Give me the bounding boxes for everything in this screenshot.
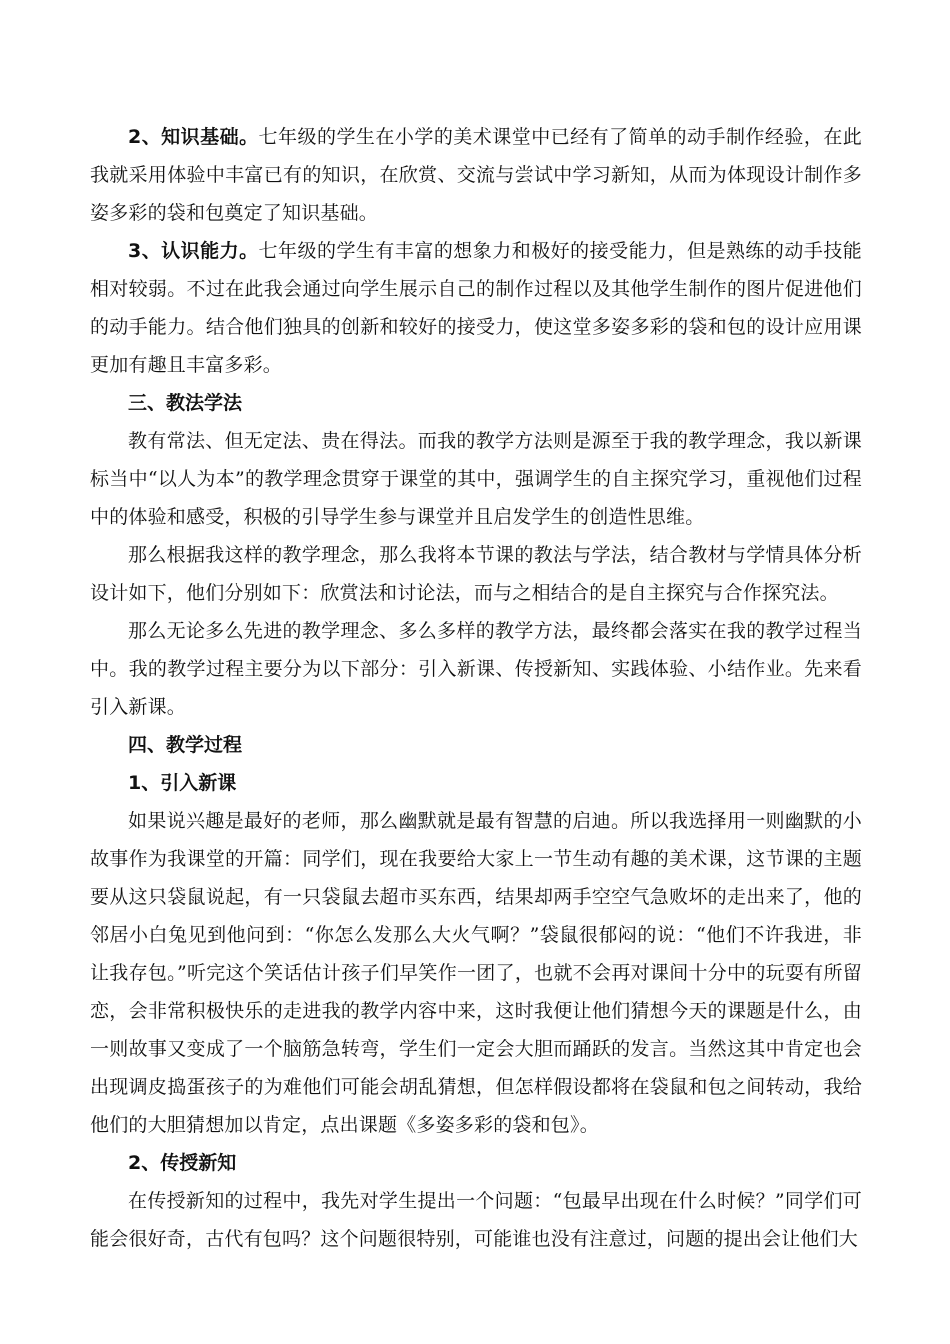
paragraph-knowledge-basis: [90, 118, 862, 232]
paragraph-new-knowledge: 在传授新知的过程中，我先对学生提出一个问题：“包最早出现在什么时候？”同学们可能会很好奇，古代有包吗？这个问题很特别，可能谁也没有注意过，问题的提出会让他们大: [90, 1190, 862, 1250]
paragraph-cognitive-ability: [90, 232, 862, 384]
section-heading-process: 四、教学过程: [128, 734, 243, 756]
paragraph-intro-story: 如果说兴趣是最好的老师，那么幽默就是最有智慧的启迪。所以我选择用一则幽默的小故事作为我课堂的开篇：同学们，现在我要给大家上一节生动有趣的美术课，这节课的主题要从这只袋鼠说起，有一只袋鼠去超市买东西，结果却两手空空气急败坏的走出来了，他的邻居小白兔见到他问到：“你怎么发那么大火气啊？”袋鼠很郁闷的说：“他们不许我进，非让我存包。”听完这个笑话估计孩子们早笑作一团了，也就不会再对课间十分中的玩耍有所留恋，会非常积极快乐的走进我的教学内容中来，这时我便让他们猜想今天的课题是什么，由一则故事又变成了一个脑筋急转弯，学生们一定会大胆而踊跃的发言。当然这其中肯定也会出现调皮捣蛋孩子的为难他们可能会胡乱猜想，但怎样假设都将在袋鼠和包之间转动，我给他们的大胆猜想加以肯定，点出课题《多姿多彩的袋和包》。: [90, 810, 862, 1136]
subsection-heading-intro: 1、引入新课: [128, 772, 237, 794]
paragraph-text: 七年级的学生在小学的美术课堂中已经有了简单的动手制作经验，在此我就采用体验中丰富已有的知识，在欣赏、交流与尝试中学习新知，从而为体现设计制作多姿多彩的袋和包奠定了知识基础。: [90, 126, 862, 224]
paragraph-title: 3、认识能力。: [128, 240, 259, 262]
subsection-heading-new-knowledge: 2、传授新知: [128, 1152, 237, 1174]
paragraph-methods-intro: 教有常法、但无定法、贵在得法。而我的教学方法则是源至于我的教学理念，我以新课标当中“以人为本”的教学理念贯穿于课堂的其中，强调学生的自主探究学习，重视他们过程中的体验和感受，积极的引导学生参与课堂并且启发学生的创造性思维。: [90, 430, 862, 528]
paragraph-text: 七年级的学生有丰富的想象力和极好的接受能力，但是熟练的动手技能相对较弱。不过在此我会通过向学生展示自己的制作过程以及其他学生制作的图片促进他们的动手能力。结合他们独具的创新和较好的接受力，使这堂多姿多彩的袋和包的设计应用课更加有趣且丰富多彩。: [90, 240, 862, 376]
paragraph-title: 2、知识基础。: [128, 126, 259, 148]
paragraph-process-overview: 那么无论多么先进的教学理念、多么多样的教学方法，最终都会落实在我的教学过程当中。我的教学过程主要分为以下部分：引入新课、传授新知、实践体验、小结作业。先来看引入新课。: [90, 620, 862, 718]
paragraph-methods-design: 那么根据我这样的教学理念，那么我将本节课的教法与学法，结合教材与学情具体分析设计如下，他们分别如下：欣赏法和讨论法，而与之相结合的是自主探究与合作探究法。: [90, 544, 862, 604]
section-heading-methods: 三、教法学法: [128, 392, 243, 414]
